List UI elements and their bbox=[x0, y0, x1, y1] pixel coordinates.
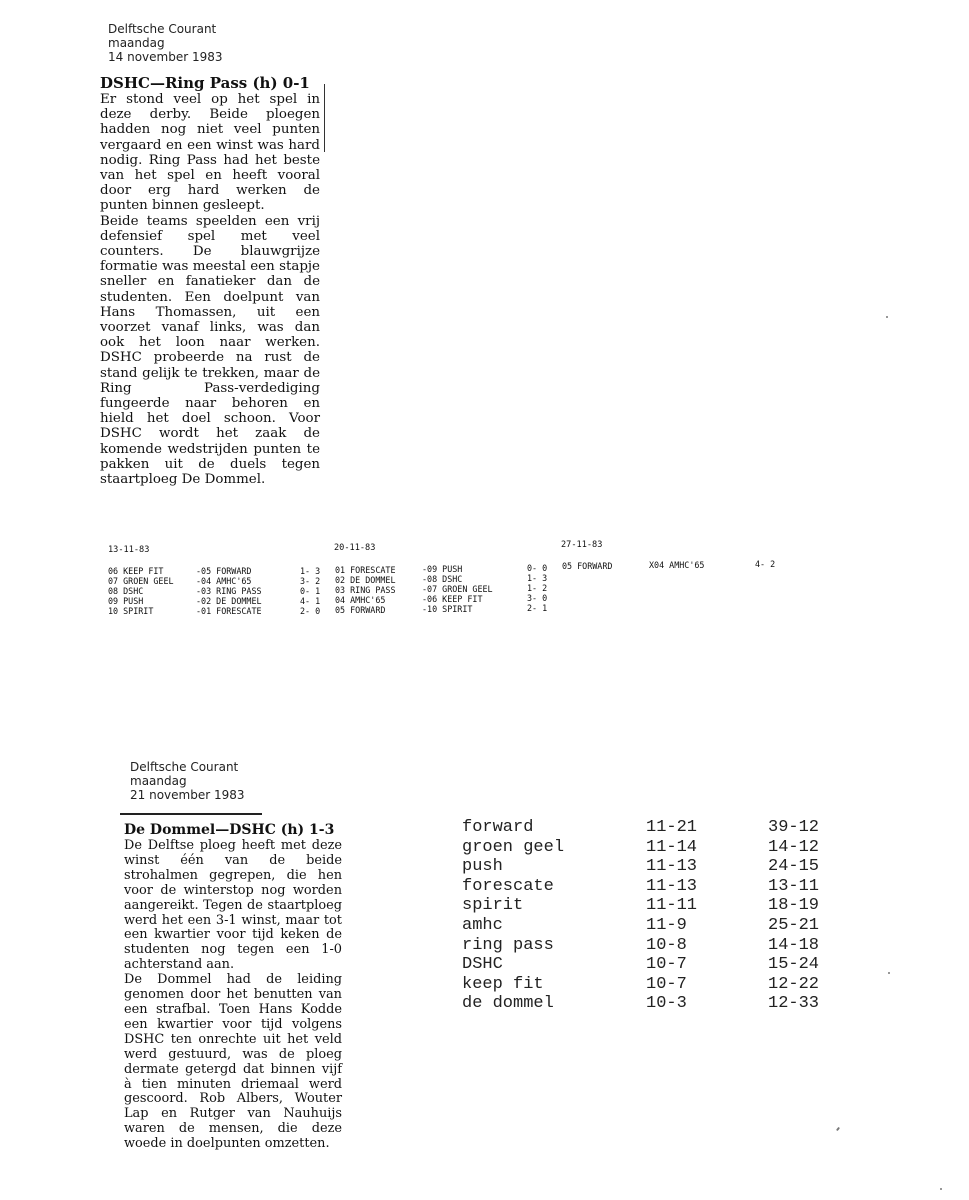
team-name: 01 FORESCATE bbox=[335, 565, 396, 575]
match-score: 3- 2 bbox=[300, 576, 321, 586]
games-points: 10-8 bbox=[646, 935, 687, 955]
team-name: X04 AMHC'65 bbox=[649, 560, 705, 570]
column-rule bbox=[324, 84, 325, 152]
clipping-2 bbox=[130, 760, 345, 802]
team-name: groen geel bbox=[462, 837, 565, 857]
team-name: 07 GROEN GEEL bbox=[108, 576, 174, 586]
article-headline: De Dommel—DSHC (h) 1-3 bbox=[124, 822, 335, 838]
match-score: 2- 1 bbox=[527, 603, 548, 613]
games-points: 11-9 bbox=[646, 915, 687, 935]
goal-difference: 14-12 bbox=[768, 837, 820, 857]
match-score: 3- 0 bbox=[527, 593, 548, 603]
team-name: de dommel bbox=[462, 994, 554, 1014]
team-name: -03 RING PASS bbox=[196, 586, 262, 596]
games-points: 10-7 bbox=[646, 955, 687, 975]
goal-difference: 12-33 bbox=[768, 994, 820, 1014]
goal-difference: 14-18 bbox=[768, 935, 820, 955]
team-name: 03 RING PASS bbox=[335, 585, 396, 595]
goal-difference: 25-21 bbox=[768, 915, 820, 935]
away-teams bbox=[422, 564, 493, 614]
team-name: -10 SPIRIT bbox=[422, 604, 473, 614]
team-name: 02 DE DOMMEL bbox=[335, 575, 396, 585]
scan-speck bbox=[888, 972, 890, 974]
match-scores bbox=[300, 566, 320, 616]
games-points: 11-11 bbox=[646, 896, 698, 916]
team-name: 10 SPIRIT bbox=[108, 606, 154, 616]
team-name: keep fit bbox=[462, 974, 544, 994]
newspaper-name: Delftsche Courant bbox=[108, 22, 217, 36]
publication-day: maandag bbox=[130, 774, 187, 788]
team-name: -07 GROEN GEEL bbox=[422, 584, 493, 594]
article-paragraph: De Dommel had de leiding genomen door het benutten van een strafbal. Toen Hans Kodde een kwartier voor tijd volgens DSHC ten onrechte uit het veld werd gestuurd, was de ploeg dermate getergd dat binnen vijf à tien minuten driemaal werd gescoord. Rob Albers, Wouter Lap en Rutger van Nauhuijs waren de mensen, die deze woede in doelpunten omzetten. bbox=[124, 972, 342, 1152]
masthead-rule bbox=[120, 813, 262, 815]
clipping-1 bbox=[100, 22, 332, 487]
games-points: 11-13 bbox=[646, 857, 698, 877]
team-name: -05 FORWARD bbox=[196, 566, 252, 576]
match-scores bbox=[755, 559, 775, 569]
goal-difference: 12-22 bbox=[768, 974, 820, 994]
games-points: 10-7 bbox=[646, 974, 687, 994]
scan-speck bbox=[886, 316, 888, 318]
round-date: 20-11-83 bbox=[334, 543, 376, 553]
article-paragraph: Er stond veel op het spel in deze derby. Beide ploegen hadden nog niet veel punten vergaard en een winst was hard nodig. Ring Pass had het beste van het spel en heeft vooral door erg hard werken de punten binnen gesleept. bbox=[100, 92, 320, 214]
goal-difference: 13-11 bbox=[768, 876, 820, 896]
home-teams bbox=[562, 561, 612, 571]
scan-speck bbox=[836, 1127, 840, 1131]
match-score: 2- 0 bbox=[300, 606, 321, 616]
team-name: -09 PUSH bbox=[422, 564, 463, 574]
goal-difference: 15-24 bbox=[768, 955, 820, 975]
match-score: 1- 2 bbox=[527, 583, 548, 593]
round-date: 13-11-83 bbox=[108, 545, 150, 555]
team-name: -08 DSHC bbox=[422, 574, 463, 584]
match-score: 0- 1 bbox=[300, 586, 321, 596]
article-body bbox=[124, 839, 342, 1152]
match-score: 4- 2 bbox=[755, 559, 776, 569]
round-date: 27-11-83 bbox=[561, 540, 603, 550]
team-name: -04 AMHC'65 bbox=[196, 576, 252, 586]
away-teams bbox=[649, 560, 704, 570]
team-name: push bbox=[462, 857, 503, 877]
clipping-2-masthead bbox=[130, 760, 345, 802]
match-score: 1- 3 bbox=[527, 573, 548, 583]
team-name: 08 DSHC bbox=[108, 586, 144, 596]
team-name: forward bbox=[462, 818, 534, 837]
team-name: forescate bbox=[462, 876, 554, 896]
publication-day: maandag bbox=[108, 36, 165, 50]
team-name: 09 PUSH bbox=[108, 596, 144, 606]
team-name: DSHC bbox=[462, 955, 503, 975]
team-name: -06 KEEP FIT bbox=[422, 594, 483, 604]
team-name: 06 KEEP FIT bbox=[108, 566, 164, 576]
clipping-1-masthead bbox=[108, 22, 332, 64]
goal-difference: 39-12 bbox=[768, 818, 820, 837]
home-teams bbox=[335, 565, 396, 615]
games-points: 11-21 bbox=[646, 818, 698, 837]
away-teams bbox=[196, 566, 262, 616]
goal-difference: 24-15 bbox=[768, 857, 820, 877]
team-name: -02 DE DOMMEL bbox=[196, 596, 262, 606]
match-score: 0- 0 bbox=[527, 563, 548, 573]
games-points: 11-13 bbox=[646, 876, 698, 896]
clipping-2-article bbox=[124, 822, 344, 1152]
scan-speck bbox=[940, 1188, 942, 1190]
team-name: 05 FORWARD bbox=[562, 561, 613, 571]
publication-date: 21 november 1983 bbox=[130, 788, 245, 802]
newspaper-name: Delftsche Courant bbox=[130, 760, 239, 774]
team-name: 04 AMHC'65 bbox=[335, 595, 386, 605]
team-name: spirit bbox=[462, 896, 524, 916]
home-teams bbox=[108, 566, 174, 616]
match-score: 1- 3 bbox=[300, 566, 321, 576]
team-name: -01 FORESCATE bbox=[196, 606, 262, 616]
team-name: amhc bbox=[462, 915, 503, 935]
publication-date: 14 november 1983 bbox=[108, 50, 223, 64]
article-paragraph: Beide teams speelden een vrij defensief spel met veel counters. De blauwgrijze formatie was meestal een stapje sneller en fanatieker dan de studenten. Een doelpunt van Hans Thomassen, uit een voorzet vanaf links, was dan ook het loon naar werken. DSHC probeerde na rust de stand gelijk te trekken, maar de Ring Pass-verdediging fungeerde naar behoren en hield het doel schoon. Voor DSHC wordt het zaak de komende wedstrijden punten te pakken uit de duels tegen staartploeg De Dommel. bbox=[100, 213, 320, 488]
match-score: 4- 1 bbox=[300, 596, 321, 606]
article-headline: DSHC—Ring Pass (h) 0-1 bbox=[100, 74, 310, 92]
games-points: 10-3 bbox=[646, 994, 687, 1014]
games-points: 11-14 bbox=[646, 837, 698, 857]
team-name: 05 FORWARD bbox=[335, 605, 386, 615]
goal-difference: 18-19 bbox=[768, 896, 820, 916]
match-scores bbox=[527, 563, 547, 613]
team-name: ring pass bbox=[462, 935, 554, 955]
article-body bbox=[100, 92, 320, 487]
article-paragraph: De Delftse ploeg heeft met deze winst één van de beide strohalmen gegrepen, die hen voor de winterstop nog worden aangereikt. Tegen de staartploeg werd het een 3-1 winst, maar tot een kwartier voor tijd keken de studenten nog tegen een 1-0 achterstand aan. bbox=[124, 838, 342, 973]
